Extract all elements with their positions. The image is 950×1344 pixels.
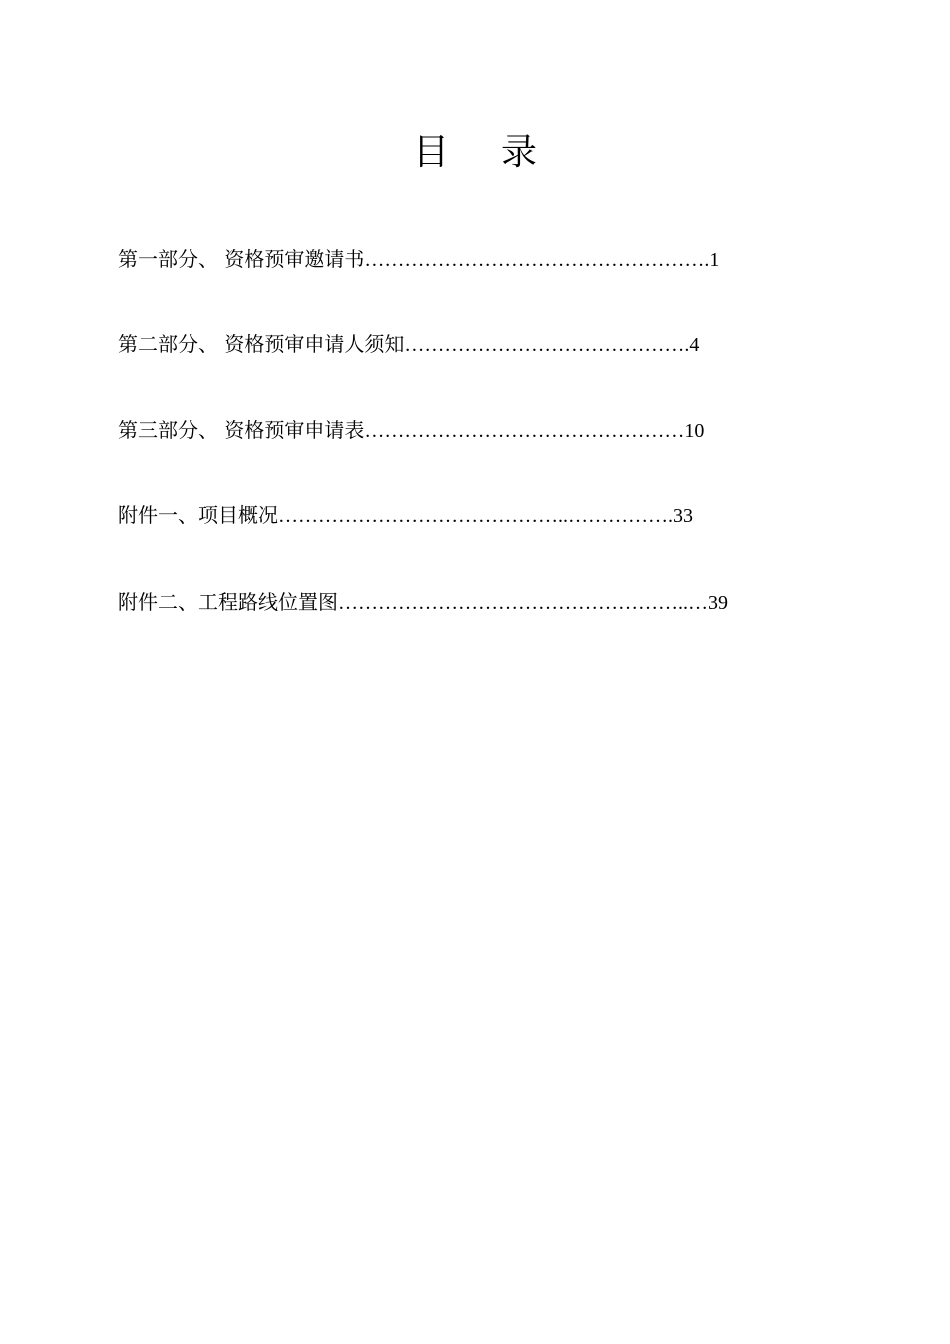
toc-page-number: 10	[684, 420, 705, 442]
toc-entry-part-2[interactable]	[118, 329, 699, 359]
toc-page-number: 4	[689, 334, 700, 356]
toc-label: 第二部分、 资格预审申请人须知	[118, 332, 405, 356]
toc-leader-dots: …………………………………………….	[364, 249, 710, 271]
toc-entry-annex-2[interactable]	[118, 587, 728, 617]
toc-entry-part-3[interactable]	[118, 415, 704, 445]
toc-page-number: 39	[708, 592, 728, 614]
toc-leader-dots: …………………………………….	[404, 334, 690, 356]
toc-page-number: 1	[709, 249, 720, 271]
toc-label: 附件一、项目概况	[118, 503, 278, 527]
toc-label: 第三部分、 资格预审申请表	[118, 418, 365, 442]
page-title	[0, 126, 950, 180]
toc-page-number: 33	[673, 505, 693, 527]
toc-leader-dots: …………………………………………	[364, 420, 685, 442]
toc-entry-part-1[interactable]	[118, 244, 719, 274]
toc-label: 第一部分、 资格预审邀请书	[118, 247, 365, 271]
toc-leader-dots: ……………………………………………..…	[338, 592, 708, 614]
toc-entry-annex-1[interactable]	[118, 500, 693, 530]
toc-label: 附件二、工程路线位置图	[118, 590, 338, 614]
toc-leader-dots: ……………………………………..…………….	[278, 505, 673, 527]
title-char-1: 目	[412, 132, 449, 173]
title-char-2: 录	[501, 132, 538, 173]
